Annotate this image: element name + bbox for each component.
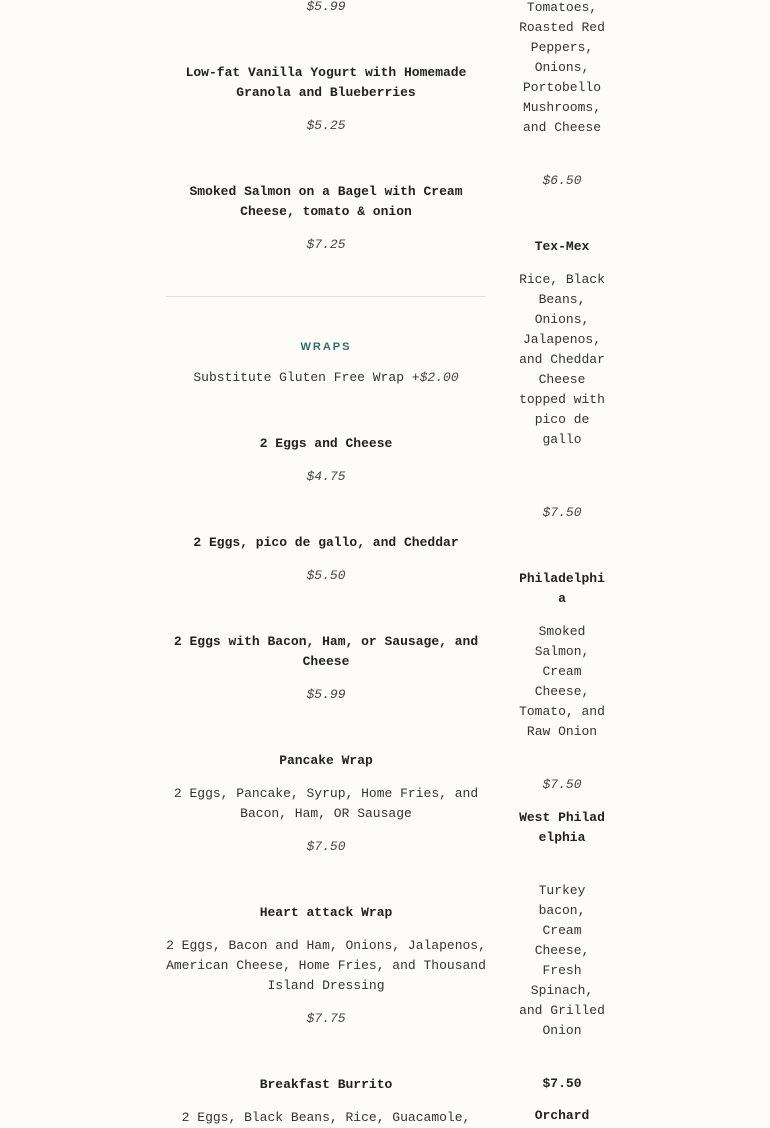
section-title-wraps: WRAPS [300, 341, 352, 353]
menu-item-name: Heart attack Wrap [259, 905, 393, 920]
item-price: $7.50 [306, 839, 346, 854]
menu-item-name: Tex-Mex [534, 239, 590, 254]
item-price: $4.75 [306, 469, 346, 484]
item-price: $7.50 [542, 505, 582, 520]
menu-item-desc: Rice, Black Beans, Onions, Jalapenos, and Cheddar Cheese topped with pico de gallo [519, 272, 605, 447]
item-price: $5.99 [306, 687, 346, 702]
item-price: $5.25 [306, 118, 346, 133]
section-divider [166, 296, 486, 297]
item-price: $7.75 [306, 1011, 346, 1026]
menu-item-desc: 2 Eggs, Black Beans, Rice, Guacamole, [181, 1110, 471, 1125]
menu-item-desc: Turkey bacon, Cream Cheese, Fresh Spinach, and Grilled Onion [519, 883, 605, 1038]
gluten-free-note-price: $2.00 [419, 370, 459, 385]
menu-item-desc: Tomatoes, Roasted Red Peppers, Onions, Portobello Mushrooms, and Cheese [519, 0, 605, 135]
menu-item-name: Breakfast Burrito [259, 1077, 393, 1092]
item-price: $7.50 [542, 777, 582, 792]
menu-item-desc: 2 Eggs, Pancake, Syrup, Home Fries, and Bacon, Ham, OR Sausage [173, 786, 479, 821]
menu-item-name: Smoked Salmon on a Bagel with Cream Cheese, tomato & onion [189, 184, 463, 219]
menu-item-desc: Smoked Salmon, Cream Cheese, Tomato, and Raw Onion [519, 624, 605, 739]
menu-item-name: Orchard [534, 1108, 590, 1123]
menu-item-name: 2 Eggs, pico de gallo, and Cheddar [193, 535, 459, 550]
menu-item-name: 2 Eggs and Cheese [259, 436, 393, 451]
menu-item-desc: 2 Eggs, Bacon and Ham, Onions, Jalapenos, American Cheese, Home Fries, and Thousand Island Dressing [166, 938, 486, 993]
gluten-free-note [166, 368, 486, 388]
menu-item-name: Low-fat Vanilla Yogurt with Homemade Granola and Blueberries [185, 65, 467, 100]
item-price: $5.50 [306, 568, 346, 583]
item-price: $7.50 [542, 1076, 582, 1091]
menu-item-name: Pancake Wrap [279, 753, 373, 768]
menu-item-name: 2 Eggs with Bacon, Ham, or Sausage, and Cheese [173, 634, 479, 669]
menu-item-name: West Philadelphia [519, 810, 605, 845]
item-price: $5.99 [306, 0, 346, 14]
menu-item-name: Philadelphia [519, 571, 605, 606]
gluten-free-note-text: Substitute Gluten Free Wrap + [193, 370, 420, 385]
item-price: $7.25 [306, 237, 346, 252]
item-price: $6.50 [542, 173, 582, 188]
